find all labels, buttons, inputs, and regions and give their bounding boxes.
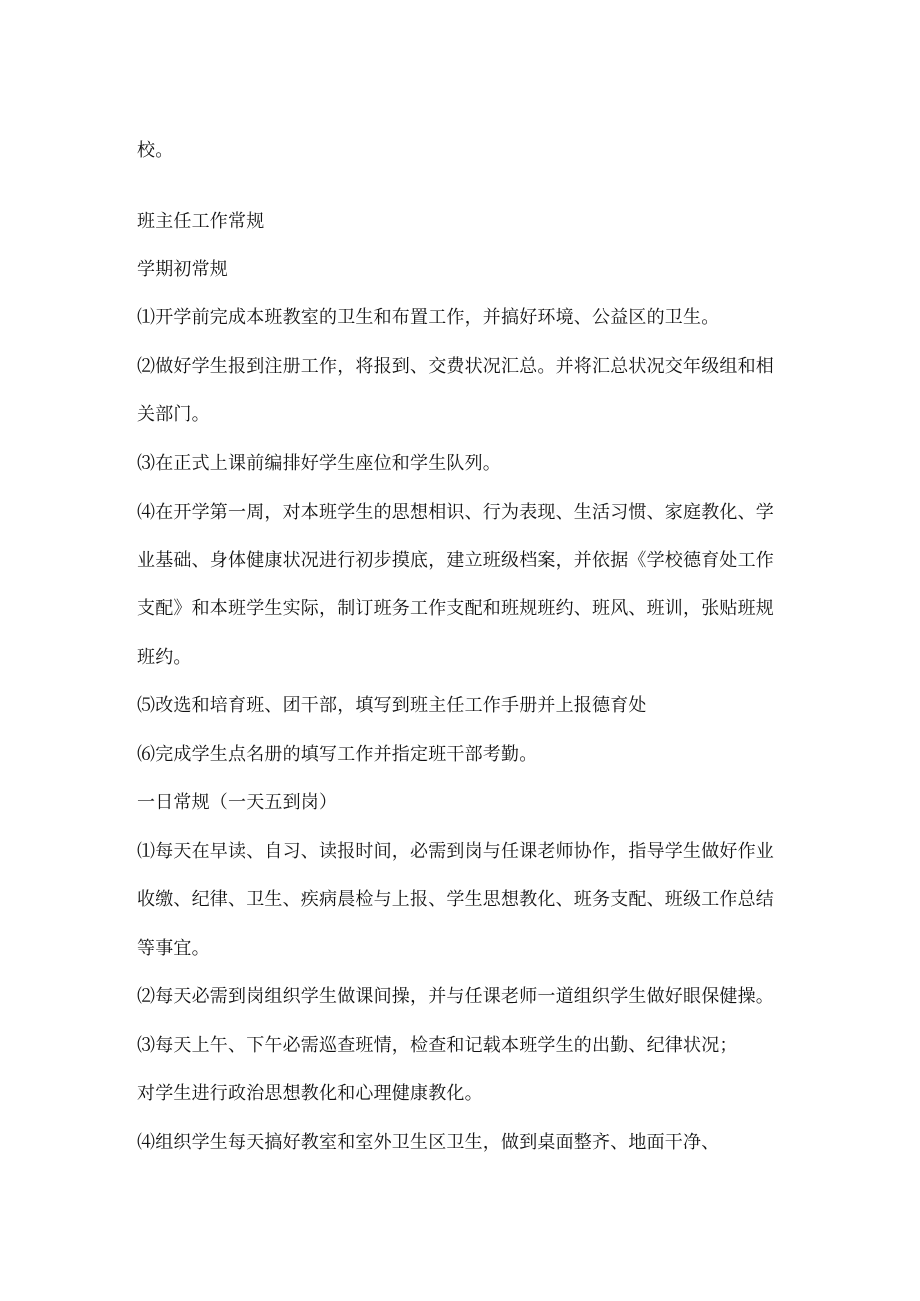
text-line: 关部门。 bbox=[137, 404, 210, 425]
text-line: 支配》和本班学生实际，制订班务工作支配和班规班约、班风、班训，张贴班规 bbox=[137, 598, 774, 619]
text-line: ⑷组织学生每天搞好教室和室外卫生区卫生，做到桌面整齐、地面干净、 bbox=[137, 1132, 720, 1153]
text-line: 对学生进行政治思想教化和心理健康教化。 bbox=[137, 1083, 483, 1104]
text-line: 等事宜。 bbox=[137, 938, 210, 959]
text-line: ⑴每天在早读、自习、读报时间，必需到岗与任课老师协作，指导学生做好作业 bbox=[137, 841, 774, 862]
text-line: 班约。 bbox=[137, 647, 192, 668]
text-line: 收缴、纪律、卫生、疾病晨检与上报、学生思想教化、班务支配、班级工作总结 bbox=[137, 889, 774, 910]
subsection-heading: 一日常规（一天五到岗） bbox=[137, 792, 338, 813]
text-line: ⑹完成学生点名册的填写工作并指定班干部考勤。 bbox=[137, 744, 538, 765]
text-line: ⑵每天必需到岗组织学生做课间操，并与任课老师一道组织学生做好眼保健操。 bbox=[137, 986, 774, 1007]
subsection-heading: 学期初常规 bbox=[137, 259, 228, 280]
text-line: ⑶每天上午、下午必需巡查班情，检查和记载本班学生的出勤、纪律状况； bbox=[137, 1035, 738, 1056]
text-line: ⑷在开学第一周，对本班学生的思想相识、行为表现、生活习惯、家庭教化、学 bbox=[137, 502, 774, 523]
text-line: ⑶在正式上课前编排好学生座位和学生队列。 bbox=[137, 453, 501, 474]
text-line: ⑵做好学生报到注册工作，将报到、交费状况汇总。并将汇总状况交年级组和相 bbox=[137, 356, 774, 377]
section-heading: 班主任工作常规 bbox=[137, 211, 265, 232]
text-line: 业基础、身体健康状况进行初步摸底，建立班级档案，并依据《学校德育处工作 bbox=[137, 550, 774, 571]
text-line: ⑸改选和培育班、团干部，填写到班主任工作手册并上报德育处 bbox=[137, 695, 647, 716]
text-line: ⑴开学前完成本班教室的卫生和布置工作，并搞好环境、公益区的卫生。 bbox=[137, 307, 720, 328]
text-line: 校。 bbox=[137, 140, 174, 161]
